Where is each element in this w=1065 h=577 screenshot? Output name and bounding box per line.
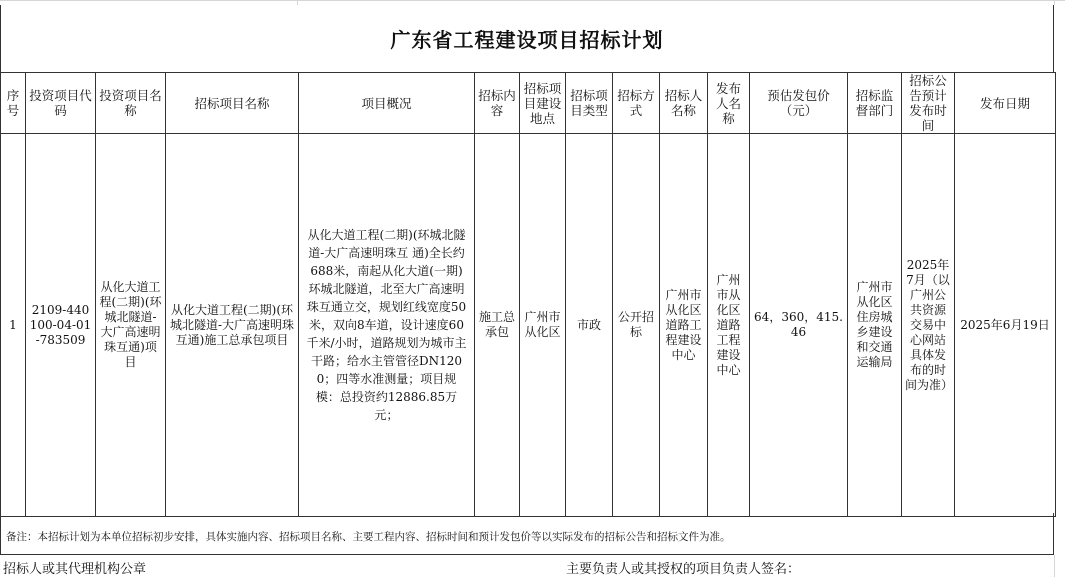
header-cell: 序号 [1,73,26,134]
header-cell: 招标内容 [475,73,520,134]
header-cell: 招标项目名称 [166,73,299,134]
tender-plan-table [0,72,1056,517]
tenderer-seal-label: 招标人或其代理机构公章 [3,562,147,577]
header-cell: 招标方式 [613,73,660,134]
header-cell: 招标公告预计发布时间 [902,73,955,134]
header-cell: 发布日期 [955,73,1056,134]
page-title: 广东省工程建设项目招标计划 [0,5,1054,72]
location-cell: 广州市从化区 [520,134,566,517]
top-gridline [0,0,1065,1]
investment-project-name-cell: 从化大道工程(二期)(环城北隧道-大广高速明珠互通)项目 [96,134,166,517]
publisher-cell: 广州市从化区道路工程建设中心 [708,134,750,517]
responsible-signature-label: 主要负责人或其授权的项目负责人签名： [566,562,801,577]
estimated-price-cell: 64，360，415.46 [750,134,848,517]
tenderer-cell: 广州市从化区道路工程建设中心 [660,134,708,517]
header-cell: 项目概况 [299,73,475,134]
tender-project-name-cell: 从化大道工程(二期)(环城北隧道-大广高速明珠互通)施工总承包项目 [166,134,299,517]
supervisor-cell: 广州市从化区住房城乡建设和交通运输局 [848,134,902,517]
tender-method-cell: 公开招标 [613,134,660,517]
publish-date-cell: 2025年6月19日 [955,134,1056,517]
header-cell: 招标人名称 [660,73,708,134]
header-cell: 招标监督部门 [848,73,902,134]
project-type-cell: 市政 [566,134,613,517]
header-cell: 发布人名称 [708,73,750,134]
notice-time-cell: 2025年7月（以广州公共资源交易中心网站具体发布的时间为准） [902,134,955,517]
gridline-stub [1054,0,1055,5]
gridline-stub [1054,555,1055,577]
header-row [1,73,1056,134]
header-cell: 投资项目名称 [96,73,166,134]
seq-cell: 1 [1,134,26,517]
table-row [1,134,1056,517]
header-cell: 招标项目建设地点 [520,73,566,134]
header-cell: 投资项目代码 [26,73,96,134]
project-code-cell: 2109-440100-04-01-783509 [26,134,96,517]
remark-note: 备注：本招标计划为本单位招标初步安排，具体实施内容、招标项目名称、主要工程内容、招标时间和预计发包价等以实际发布的招标公告和招标文件为准。 [0,513,1054,555]
project-overview-cell: 从化大道工程(二期)(环城北隧道-大广高速明珠互 通)全长约688米，南起从化大道(一期)环城北隧道，北至大广高速明珠互通立交，规划红线宽度50米，双向8车道，设计速度60千米/小时，道路规划为城市主干路；给水主管管径DN1200；四等水准测量；项目规模：总投资约12886.85万元； [299,134,475,517]
header-cell: 招标项目类型 [566,73,613,134]
tender-content-cell: 施工总承包 [475,134,520,517]
header-cell: 预估发包价（元） [750,73,848,134]
